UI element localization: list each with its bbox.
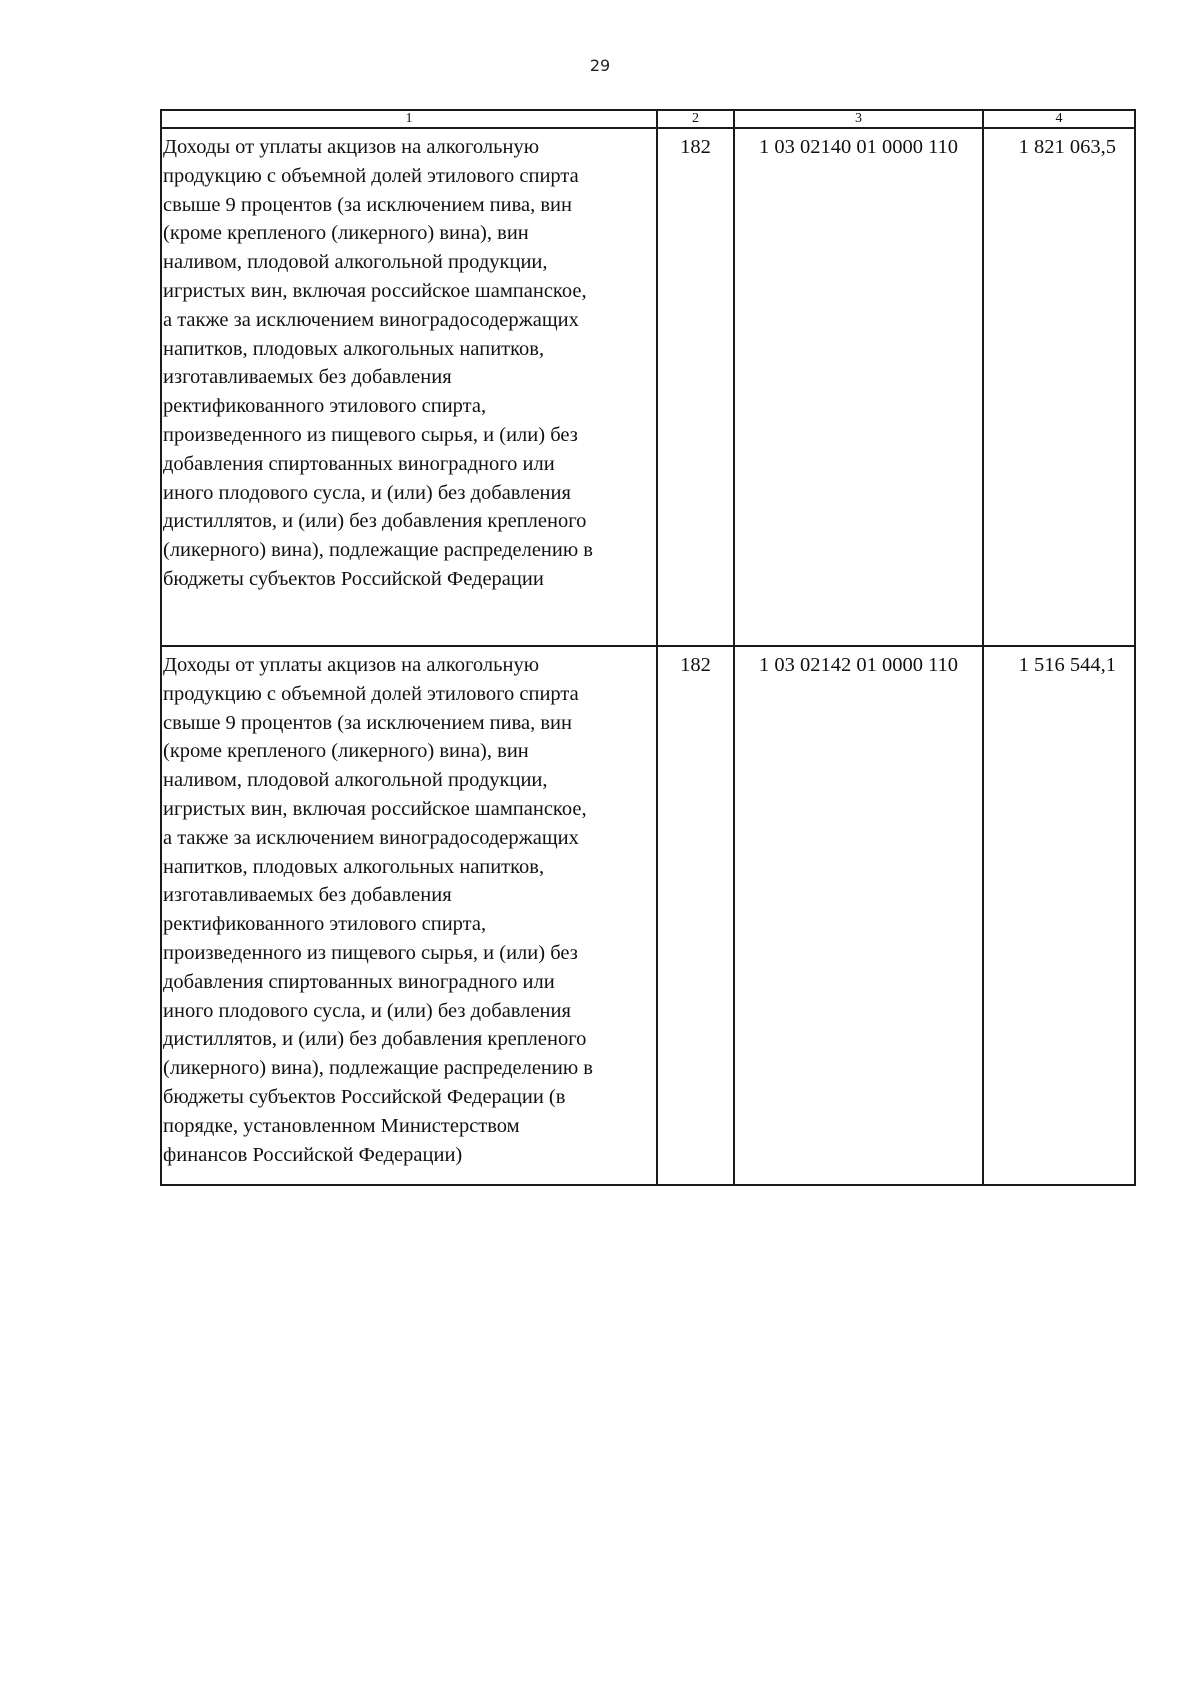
description-line: Доходы от уплаты акцизов на алкогольную: [163, 654, 540, 676]
description-line: произведенного из пищевого сырья, и (или) без: [163, 423, 578, 446]
table-header: [161, 110, 1135, 128]
description-line: дистиллятов, и (или) без добавления крепленого: [163, 510, 587, 533]
description-line: порядке, установленном Министерством: [163, 1114, 520, 1137]
classification-code-cell: 1 03 02142 01 0000 110: [734, 646, 983, 1185]
description-line: (ликерного) вина), подлежащие распределению в: [163, 539, 593, 562]
admin-code-cell: 182: [657, 646, 734, 1185]
description-line: игристых вин, включая российское шампанское,: [163, 797, 587, 820]
admin-code-cell: 182: [657, 128, 734, 646]
description-line: произведенного из пищевого сырья, и (или) без: [163, 941, 578, 964]
description-line: (кроме крепленого (ликерного) вина), вин: [163, 740, 529, 763]
header-row: [161, 110, 1135, 128]
description-line: продукцию с объемной долей этилового спирта: [163, 682, 579, 705]
description-line: (ликерного) вина), подлежащие распределению в: [163, 1057, 593, 1080]
amount-cell: 1 516 544,1: [983, 646, 1135, 1185]
description-line: свыше 9 процентов (за исключением пива, вин: [163, 193, 572, 216]
amount-cell: 1 821 063,5: [983, 128, 1135, 646]
column-header-4: 4: [983, 110, 1135, 128]
column-header-3: 3: [734, 110, 983, 128]
classification-code-cell: 1 03 02140 01 0000 110: [734, 128, 983, 646]
description-line: добавления спиртованных виноградного или: [163, 452, 555, 475]
description-line: игристых вин, включая российское шампанское,: [163, 279, 587, 302]
description-line: добавления спиртованных виноградного или: [163, 970, 555, 993]
table-row: [161, 128, 1135, 646]
description-line: финансов Российской Федерации): [163, 1143, 463, 1166]
description-line: напитков, плодовых алкогольных напитков,: [163, 855, 545, 878]
description-line: наливом, плодовой алкогольной продукции,: [163, 769, 548, 792]
description-line: Доходы от уплаты акцизов на алкогольную: [163, 136, 540, 158]
description-line: свыше 9 процентов (за исключением пива, вин: [163, 711, 572, 734]
revenue-description-cell: [161, 128, 657, 646]
description-line: а также за исключением виноградосодержащих: [163, 826, 579, 849]
description-line: ректификованного этилового спирта,: [163, 395, 487, 418]
description-line: иного плодового сусла, и (или) без добавления: [163, 481, 571, 504]
description-line: бюджеты субъектов Российской Федерации (в: [163, 1085, 566, 1108]
description-line: изготавливаемых без добавления: [163, 366, 452, 389]
description-line: изготавливаемых без добавления: [163, 884, 452, 907]
revenue-table: [160, 109, 1136, 1186]
description-line: ректификованного этилового спирта,: [163, 913, 487, 936]
column-header-1: 1: [161, 110, 657, 128]
description-line: (кроме крепленого (ликерного) вина), вин: [163, 222, 529, 245]
column-header-2: 2: [657, 110, 734, 128]
description-line: дистиллятов, и (или) без добавления крепленого: [163, 1028, 587, 1051]
revenue-description-cell: [161, 646, 657, 1185]
description-line: продукцию с объемной долей этилового спирта: [163, 164, 579, 187]
table-row: [161, 646, 1135, 1185]
description-line: а также за исключением виноградосодержащих: [163, 308, 579, 331]
description-line: напитков, плодовых алкогольных напитков,: [163, 337, 545, 360]
table-body: [161, 128, 1135, 1185]
description-line: наливом, плодовой алкогольной продукции,: [163, 251, 548, 274]
description-line: бюджеты субъектов Российской Федерации: [163, 567, 544, 590]
description-line: иного плодового сусла, и (или) без добавления: [163, 999, 571, 1022]
page-number: 29: [589, 56, 611, 75]
